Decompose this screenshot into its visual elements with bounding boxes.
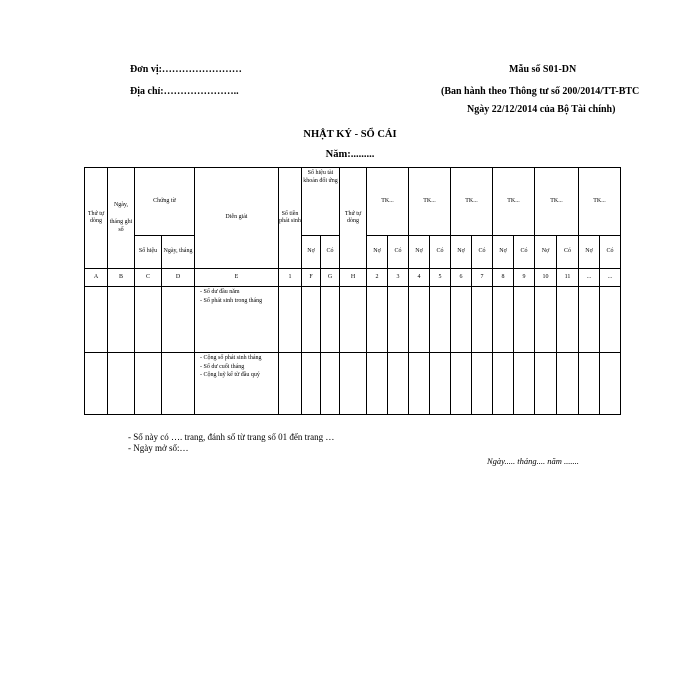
empty-cell [135,287,162,353]
code-cell: 9 [514,269,535,287]
col-header-tk-2: TK... [409,168,451,236]
empty-cell [514,287,535,353]
col-header-tk-credit: Có [388,236,409,269]
col-header-tk-1: TK... [367,168,409,236]
empty-cell [409,353,430,415]
col-header-voucher-number: Số hiệu [135,236,162,269]
empty-cell [340,287,367,353]
ledger-table [84,167,621,415]
empty-cell [367,353,388,415]
address-label: Địa chỉ:………………….. [130,86,239,97]
empty-cell [579,353,600,415]
col-header-tk-credit: Có [600,236,621,269]
col-header-date [108,168,135,269]
code-cell: D [162,269,195,287]
code-cell: C [135,269,162,287]
page-count-note: - Sổ này có …. trang, đánh số từ trang số 01 đến trang … [128,432,335,442]
opening-balance-label: - Số dư đầu năm [200,289,240,295]
empty-cell [162,353,195,415]
code-cell: 7 [472,269,493,287]
empty-cell [388,353,409,415]
code-cell: E [195,269,279,287]
col-header-tk-3: TK... [451,168,493,236]
code-cell: 4 [409,269,430,287]
col-header-tk-credit: Có [514,236,535,269]
empty-cell [162,287,195,353]
period-activity-label: - Số phát sinh trong tháng [200,297,263,304]
page-title: NHẬT KÝ - SỔ CÁI [303,129,397,140]
empty-cell [579,287,600,353]
code-cell: 3 [388,269,409,287]
table-row [85,353,621,415]
empty-cell [279,353,302,415]
issued-by: (Ban hành theo Thông tư số 200/2014/TT-BTC [441,86,640,97]
col-header-date-line2: tháng ghi số [109,219,133,233]
col-header-voucher: Chứng từ [135,168,195,236]
signature-date: Ngày..... tháng.... năm ....... [487,456,579,466]
empty-cell [493,287,514,353]
empty-cell [535,287,557,353]
col-header-date-line1: Ngày, [113,201,129,208]
empty-cell [600,353,621,415]
col-header-tk-debit: Nợ [493,236,514,269]
empty-cell [557,353,579,415]
col-header-corresponding-account: Số hiệu tài khoản đối ứng [302,168,340,236]
empty-cell [535,353,557,415]
col-header-tk-debit: Nợ [451,236,472,269]
code-cell: 5 [430,269,451,287]
col-header-voucher-date: Ngày, tháng [162,236,195,269]
empty-cell [340,353,367,415]
issued-date: Ngày 22/12/2014 của Bộ Tài chính) [467,104,616,115]
open-date-note: - Ngày mở sổ:… [128,443,189,453]
closing-balance-label: - Số dư cuối tháng [200,363,245,370]
col-header-tk-debit: Nợ [367,236,388,269]
empty-cell [321,287,340,353]
empty-cell [108,287,135,353]
col-header-tk-debit: Nợ [579,236,600,269]
col-header-tk-debit: Nợ [409,236,430,269]
col-header-tk-4: TK... [493,168,535,236]
code-cell: G [321,269,340,287]
period-total-label: - Cộng số phát sinh tháng [200,355,262,361]
empty-cell [367,287,388,353]
code-cell: 1 [279,269,302,287]
description-top [195,287,279,353]
col-header-tk-credit: Có [472,236,493,269]
col-header-tk-credit: Có [557,236,579,269]
quarter-cumulative-label: - Cộng luỹ kế từ đầu quý [200,372,260,378]
col-header-order-2: Thứ tự dòng [340,168,367,269]
code-cell: ... [579,269,600,287]
code-cell: ... [600,269,621,287]
empty-cell [451,353,472,415]
col-header-credit: Có [321,236,340,269]
empty-cell [85,287,108,353]
empty-cell [388,287,409,353]
empty-cell [321,353,340,415]
form-number: Mẫu số S01-DN [509,64,577,75]
table-row [85,287,621,353]
empty-cell [451,287,472,353]
empty-cell [108,353,135,415]
code-cell: 11 [557,269,579,287]
empty-cell [409,287,430,353]
code-cell: B [108,269,135,287]
col-header-tk-6: TK... [579,168,621,236]
col-header-order: Thứ tự dòng [85,168,108,269]
code-row [85,269,621,287]
col-header-tk-debit: Nợ [535,236,557,269]
empty-cell [557,287,579,353]
empty-cell [514,353,535,415]
code-cell: 2 [367,269,388,287]
empty-cell [279,287,302,353]
col-header-debit: Nợ [302,236,321,269]
empty-cell [85,353,108,415]
empty-cell [302,353,321,415]
unit-label: Đơn vị:…………………… [130,64,242,75]
empty-cell [472,287,493,353]
empty-cell [430,353,451,415]
code-cell: A [85,269,108,287]
description-bottom [195,353,279,415]
empty-cell [600,287,621,353]
year-line: Năm:......... [325,149,375,160]
col-header-tk-5: TK... [535,168,579,236]
code-cell: F [302,269,321,287]
empty-cell [135,353,162,415]
col-header-tk-credit: Có [430,236,451,269]
col-header-description: Diễn giải [195,168,279,269]
empty-cell [430,287,451,353]
code-cell: H [340,269,367,287]
empty-cell [302,287,321,353]
col-header-amount: Số tiền phát sinh [279,168,302,269]
code-cell: 6 [451,269,472,287]
code-cell: 8 [493,269,514,287]
empty-cell [472,353,493,415]
code-cell: 10 [535,269,557,287]
empty-cell [493,353,514,415]
